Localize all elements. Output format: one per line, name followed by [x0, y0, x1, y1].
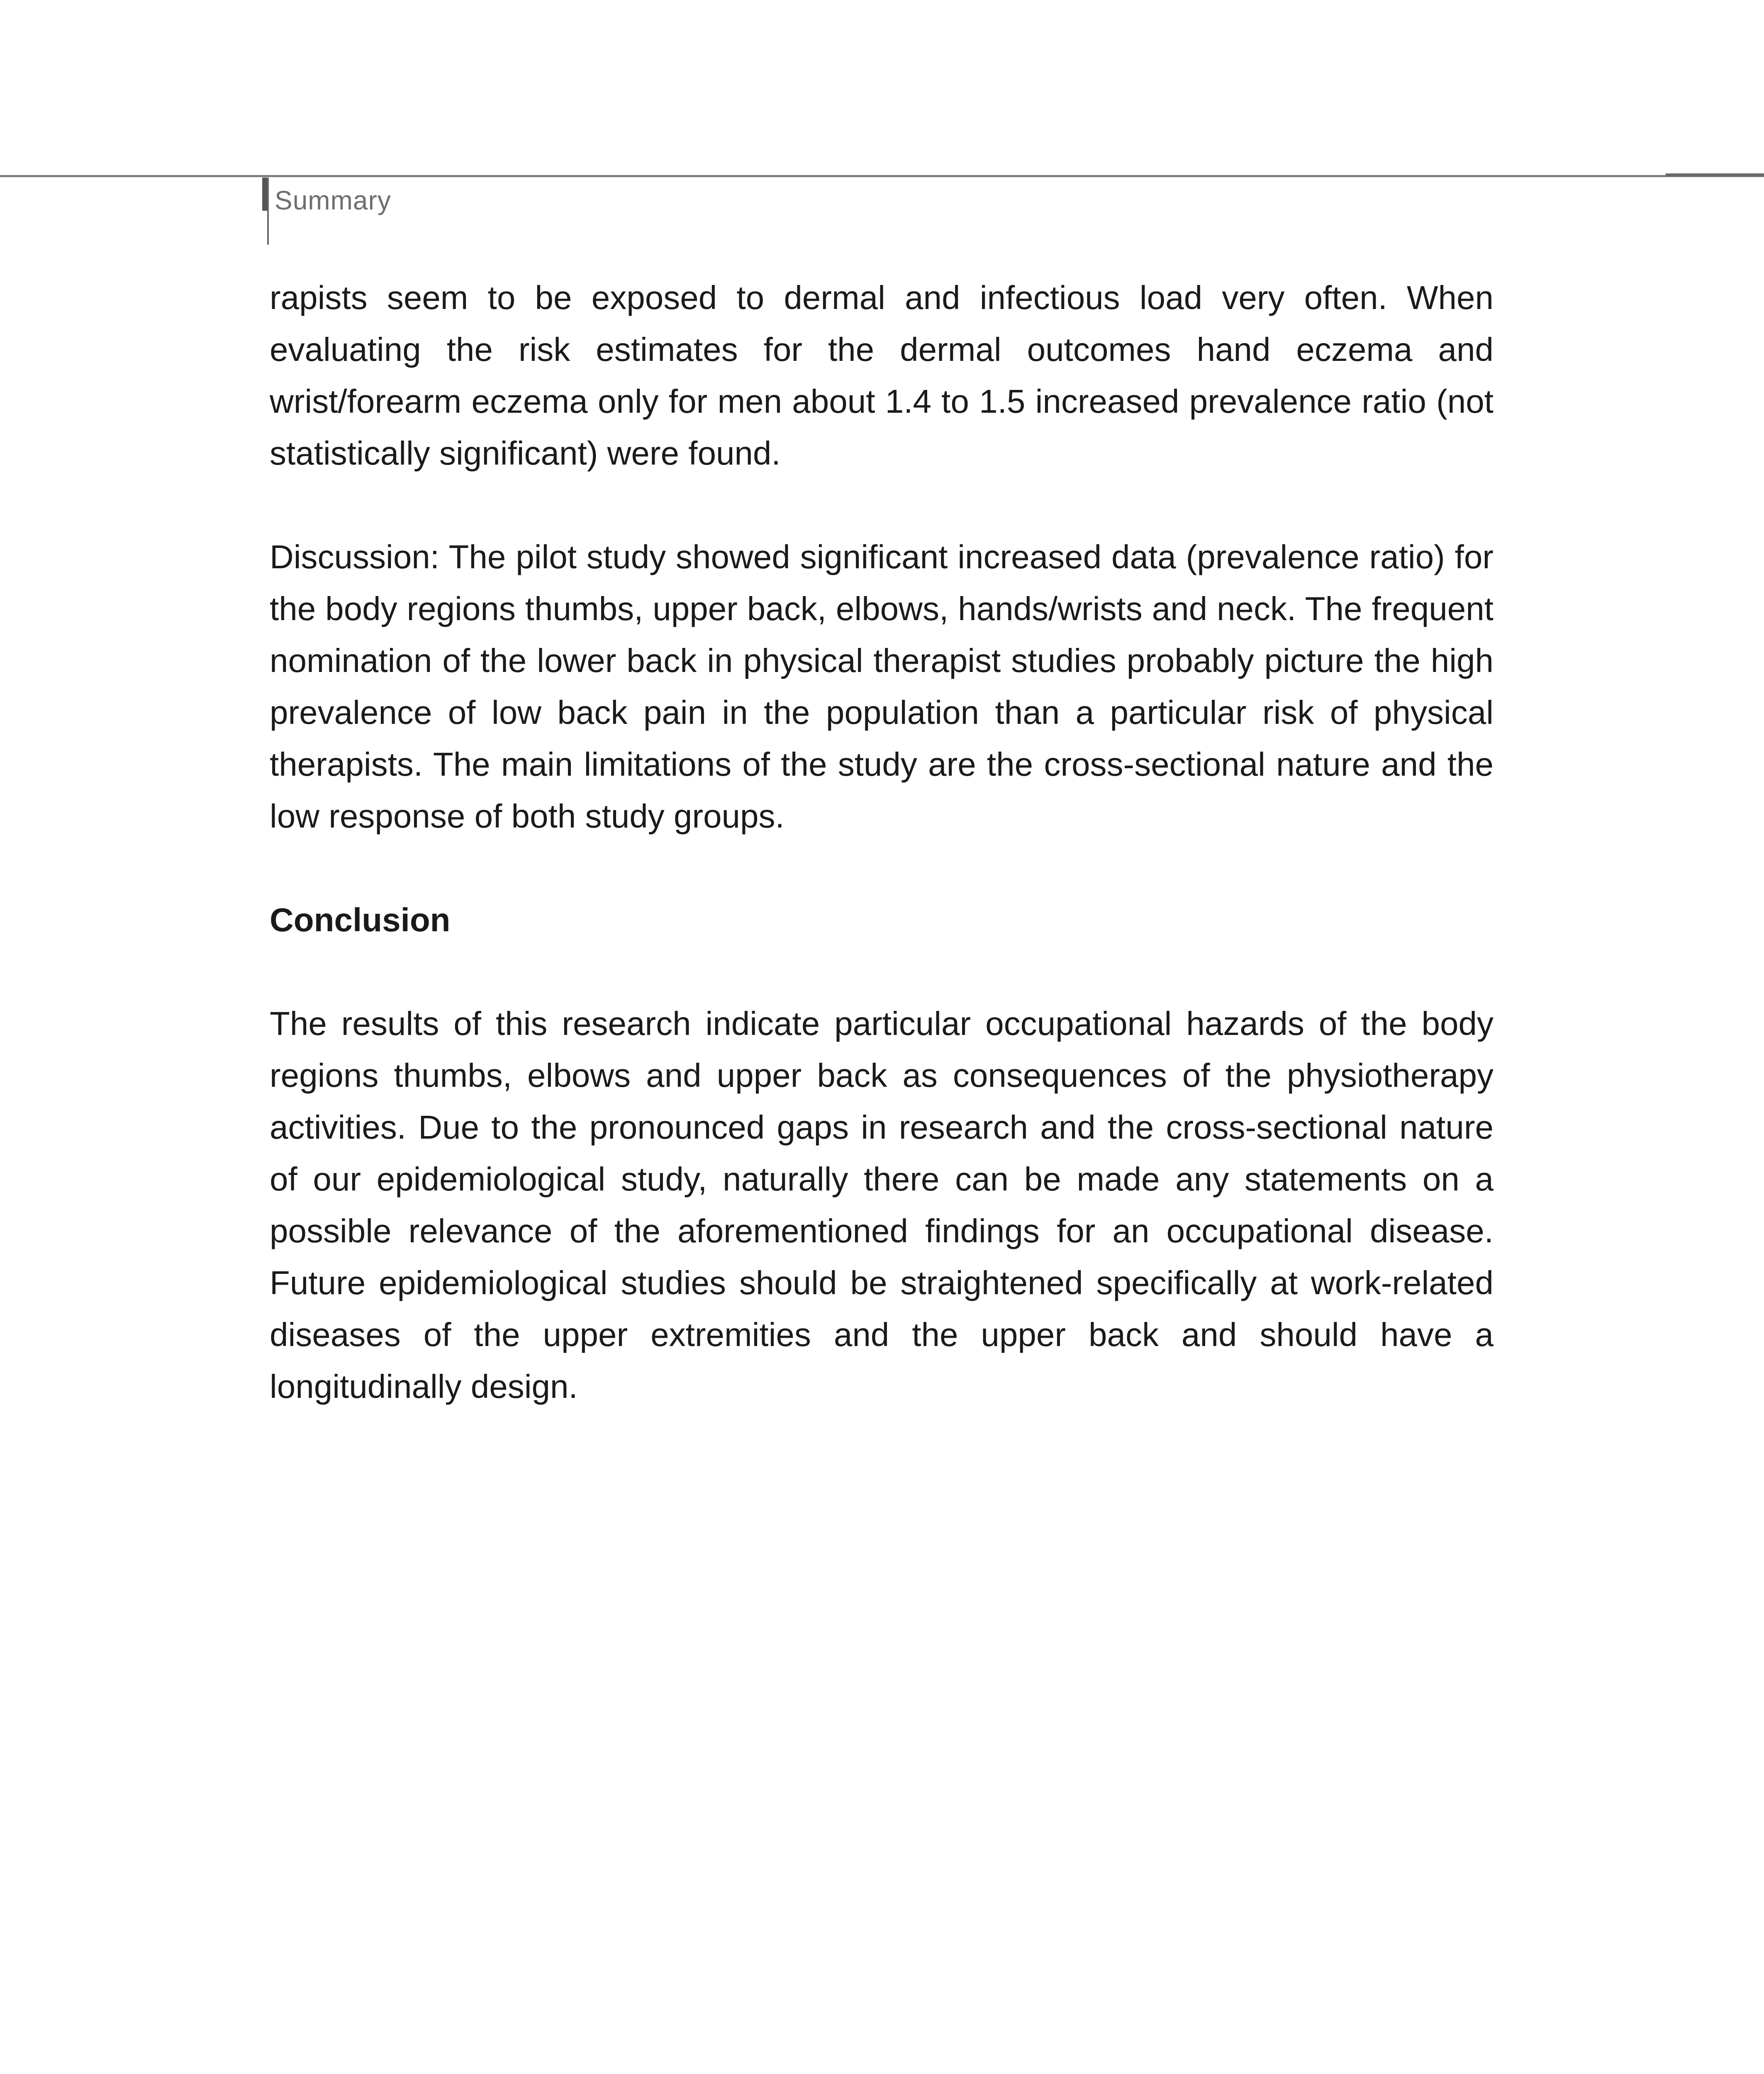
discussion-paragraph: Discussion: The pilot study showed significant increased data (prevalence ratio) for the body regions thumbs, upper back, elbows, hands/wrists and neck. The frequent nomination of the lower back in physical therapist studies probably picture the high prevalence of low back pain in the population than a particular risk of physical therapists. The main limitations of the study are the cross-sectional nature and the low response of both study groups.: [270, 538, 1494, 835]
page-body: [270, 272, 1494, 1464]
results-paragraph: rapists seem to be exposed to dermal and infectious load very often. When evaluating the risk estimates for the dermal outcomes hand eczema and wrist/forearm eczema only for men about 1.4 to 1.5 increased prevalence ratio (not statistically significant) were found.: [270, 279, 1494, 472]
conclusion-paragraph: The results of this research indicate particular occupational hazards of the body regions thumbs, elbows and upper back as consequences of the physiotherapy activities. Due to the pronounced gaps in research and the cross-sectional nature of our epidemiological study, naturally there can be made any statements on a possible relevance of the aforementioned findings for an occupational disease. Future epidemiological studies should be straightened specifically at work-related diseases of the upper extremities and the upper back and should have a longitudinally design.: [270, 1005, 1494, 1405]
header-rule-accent: [1666, 173, 1764, 176]
header-marker: [262, 178, 267, 211]
header-marker-line: [267, 178, 269, 245]
running-head: Summary: [275, 185, 391, 215]
conclusion-heading: Conclusion: [270, 901, 451, 938]
header-rule: [0, 175, 1764, 177]
